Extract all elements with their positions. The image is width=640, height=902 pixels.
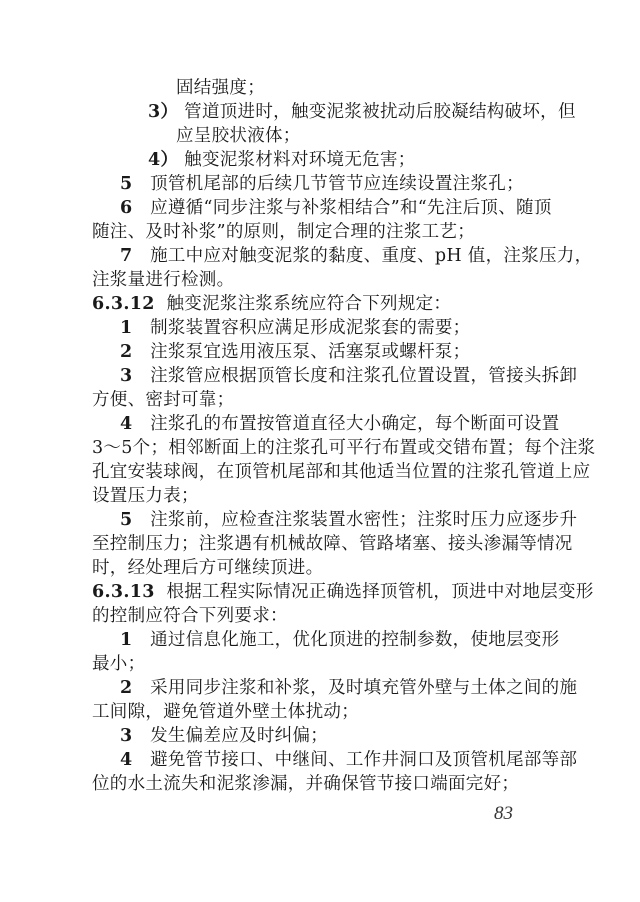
list-item: 3 发生偏差应及时纠偏； bbox=[120, 726, 329, 746]
text-line: 位的水土流失和泥浆渗漏，并确保管节接口端面完好； bbox=[92, 774, 520, 794]
list-item: 1 制浆装置容积应满足形成泥浆套的需要； bbox=[120, 318, 471, 338]
text-line: 最小； bbox=[92, 654, 146, 674]
item-number: 6 bbox=[120, 198, 133, 218]
item-number: 3 bbox=[120, 726, 133, 746]
item-number: 1 bbox=[120, 318, 133, 338]
text-line: 随注、及时补浆”的原则，制定合理的注浆工艺； bbox=[92, 222, 476, 242]
page-number: 83 bbox=[494, 803, 513, 824]
text-line: 固结强度； bbox=[176, 78, 265, 98]
item-number: 2 bbox=[120, 342, 133, 362]
text-line: 孔宜安装球阀，在顶管机尾部和其他适当位置的注浆孔管道上应 bbox=[92, 462, 591, 482]
list-item: 3 注浆管应根据顶管长度和注浆孔位置设置，管接头拆卸 bbox=[120, 366, 578, 386]
list-item: 7 施工中应对触变泥浆的黏度、重度、pH 值，注浆压力， bbox=[120, 246, 593, 266]
clause-number: 6.3.13 bbox=[92, 582, 155, 602]
item-number: 7 bbox=[120, 246, 133, 266]
list-item: 5 注浆前，应检查注浆装置水密性；注浆时压力应逐步升 bbox=[120, 510, 578, 530]
text-line: 至控制压力；注浆遇有机械故障、管路堵塞、接头渗漏等情况 bbox=[92, 534, 573, 554]
text-line: 方便、密封可靠； bbox=[92, 390, 235, 410]
list-item: 2 注浆泵宜选用液压泵、活塞泵或螺杆泵； bbox=[120, 342, 471, 362]
list-item: 5 顶管机尾部的后续几节管节应连续设置注浆孔； bbox=[120, 174, 524, 194]
text-line: 应呈胶状液体； bbox=[176, 126, 301, 146]
text-line: 的控制应符合下列要求： bbox=[92, 606, 288, 626]
text-line: 设置压力表； bbox=[92, 486, 199, 506]
item-number: 5 bbox=[120, 174, 133, 194]
text-line: 注浆量进行检测。 bbox=[92, 270, 235, 290]
list-item: 2 采用同步注浆和补浆，及时填充管外壁与土体之间的施 bbox=[120, 678, 578, 698]
item-number: 1 bbox=[120, 630, 133, 650]
list-item: 4） 触变泥浆材料对环境无危害； bbox=[148, 150, 416, 170]
list-item: 4 注浆孔的布置按管道直径大小确定，每个断面可设置 bbox=[120, 414, 560, 434]
list-item: 6 应遵循“同步注浆与补浆相结合”和“先注后顶、随顶 bbox=[120, 198, 552, 218]
item-number: 3） bbox=[148, 102, 179, 122]
text-line: 3～5个；相邻断面上的注浆孔可平行布置或交错布置；每个注浆 bbox=[92, 438, 596, 458]
list-item: 1 通过信息化施工，优化顶进的控制参数，使地层变形 bbox=[120, 630, 560, 650]
item-number: 4 bbox=[120, 414, 133, 434]
clause-heading: 6.3.13 根据工程实际情况正确选择顶管机，顶进中对地层变形 bbox=[92, 582, 594, 602]
text-line: 工间隙，避免管道外壁土体扰动； bbox=[92, 702, 359, 722]
text-line: 时，经处理后方可继续顶进。 bbox=[92, 558, 324, 578]
clause-number: 6.3.12 bbox=[92, 294, 155, 314]
list-item: 4 避免管节接口、中继间、工作井洞口及顶管机尾部等部 bbox=[120, 750, 578, 770]
item-number: 4） bbox=[148, 150, 179, 170]
item-number: 4 bbox=[120, 750, 133, 770]
item-number: 2 bbox=[120, 678, 133, 698]
item-number: 3 bbox=[120, 366, 133, 386]
list-item: 3） 管道顶进时，触变泥浆被扰动后胶凝结构破坏，但 bbox=[148, 102, 576, 122]
item-number: 5 bbox=[120, 510, 133, 530]
clause-heading: 6.3.12 触变泥浆注浆系统应符合下列规定： bbox=[92, 294, 452, 314]
